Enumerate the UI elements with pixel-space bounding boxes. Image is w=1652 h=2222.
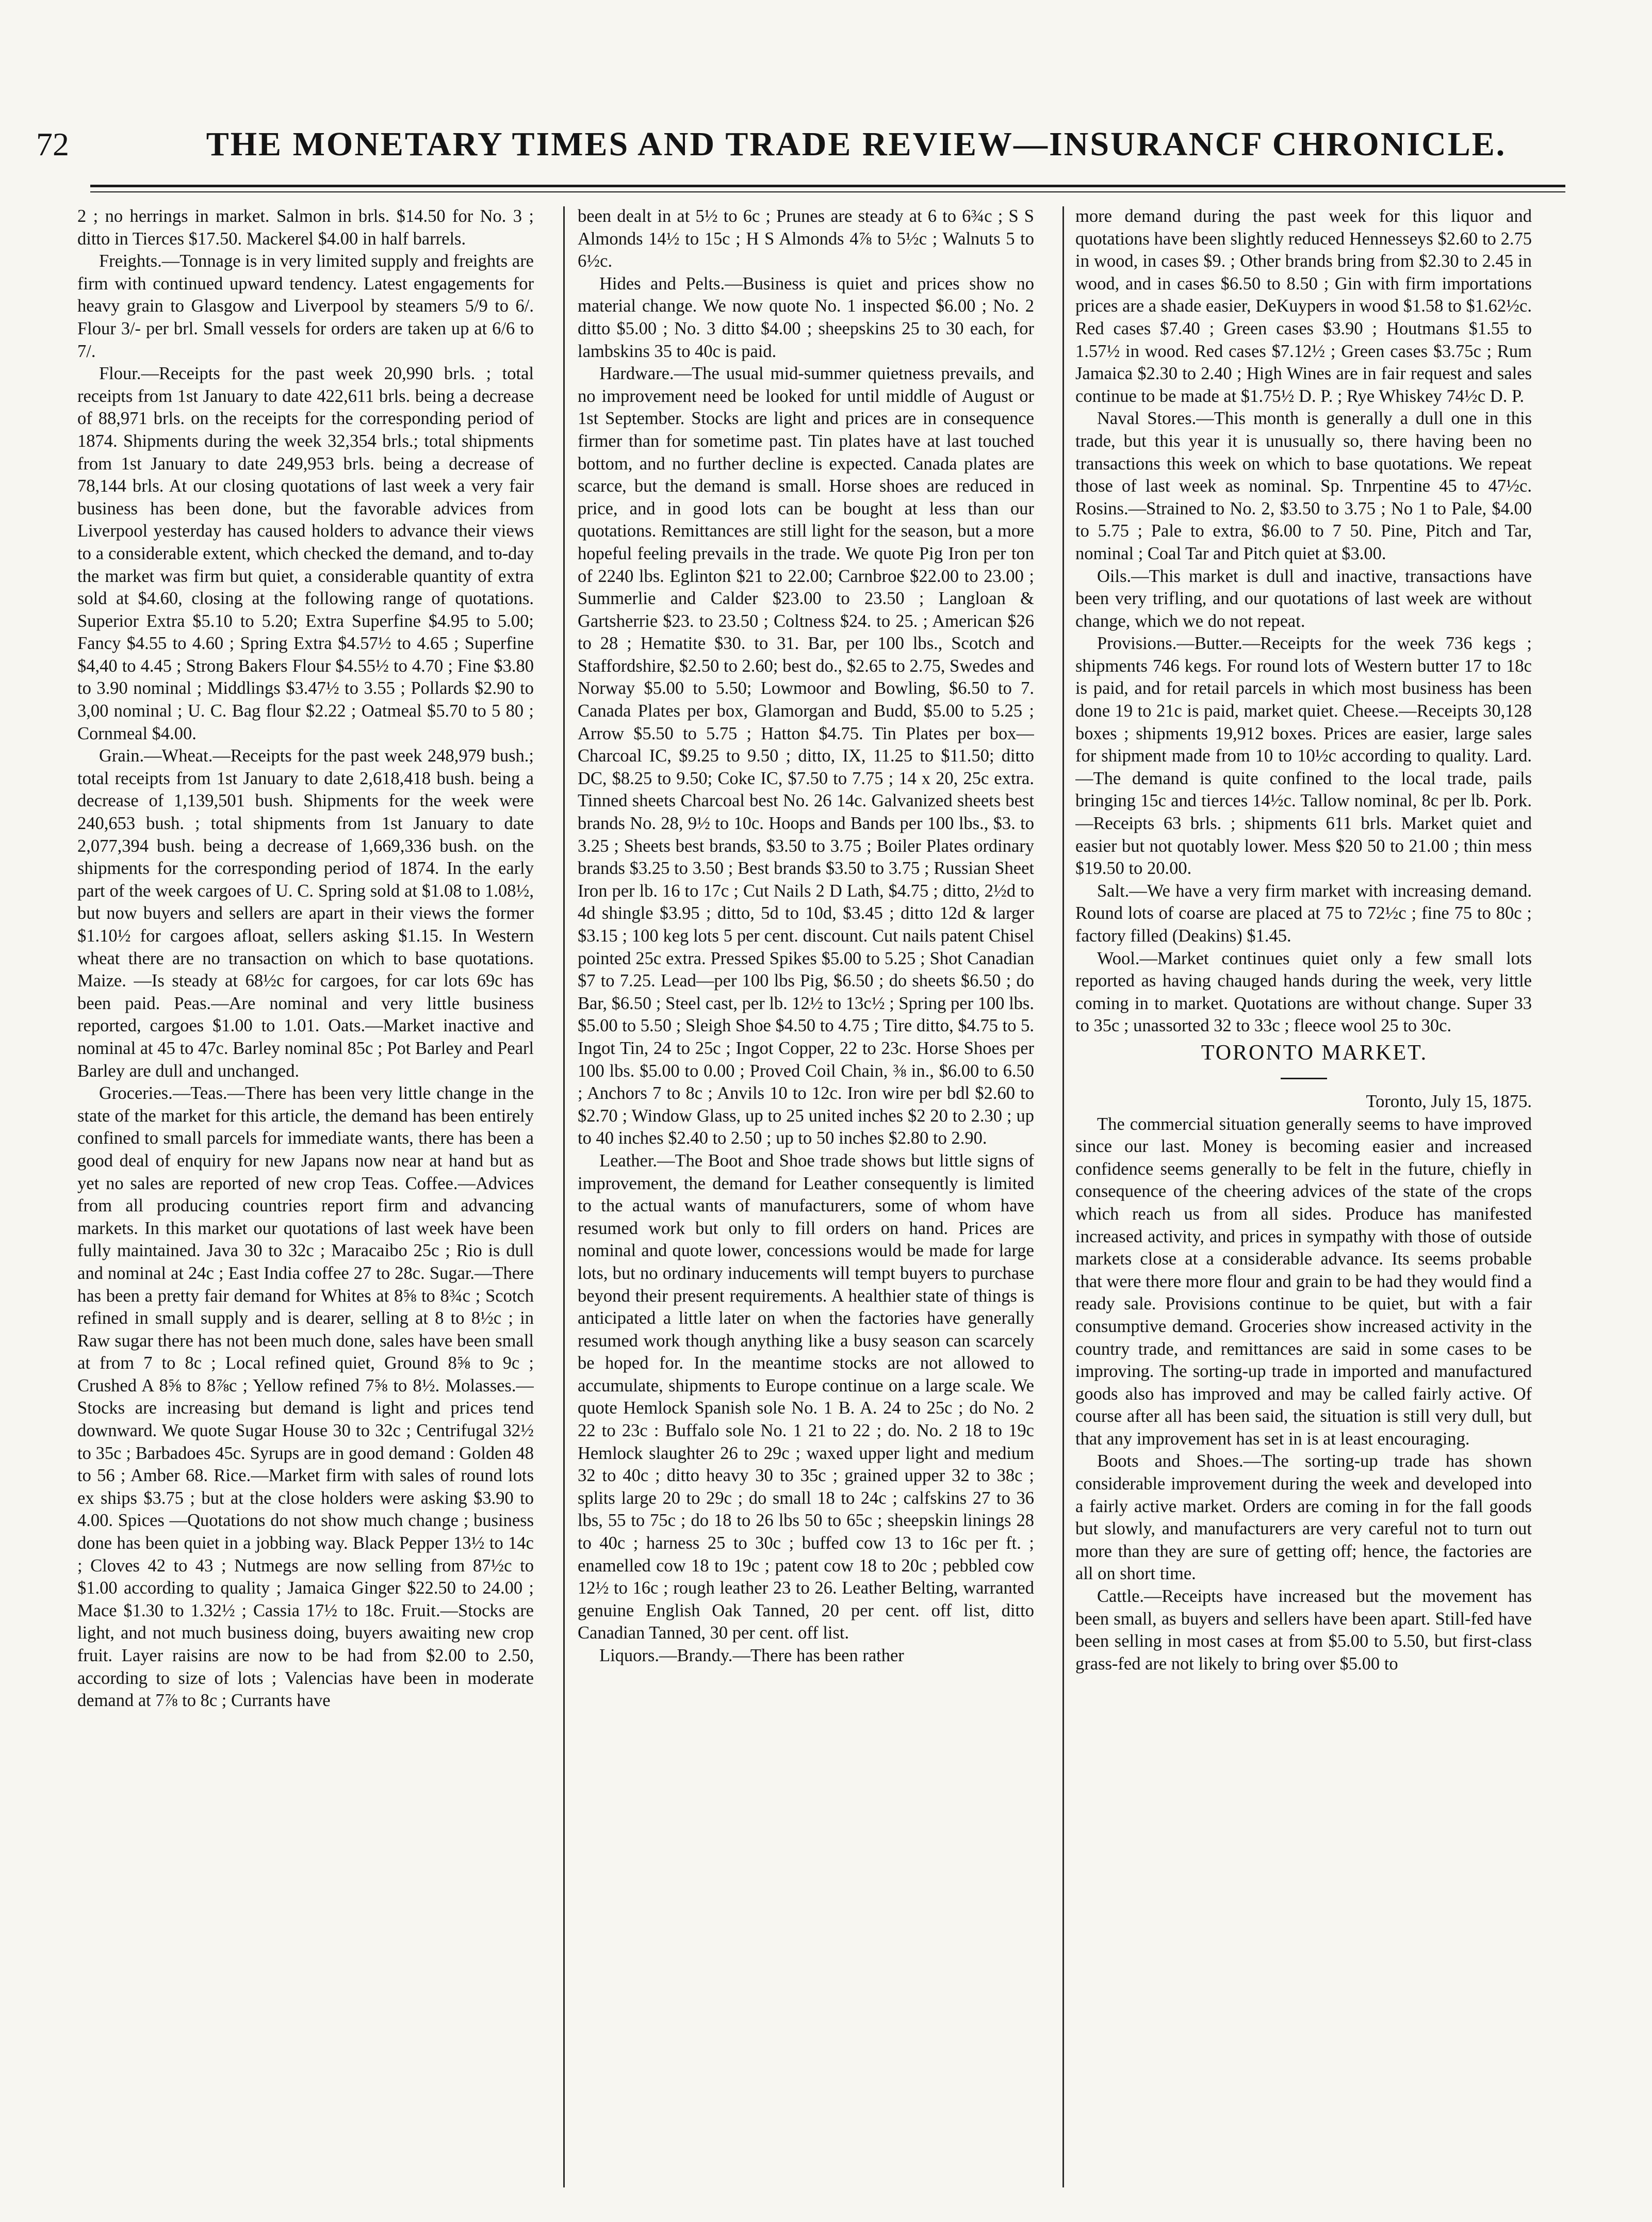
section-rule [1281,1078,1327,1079]
column-2 [578,205,1034,2186]
wool-paragraph: Wool.—Market continues quiet only a few small lots reported as having chauged hands during the week, very little coming in to market. Quotations are without change. Super 33 to 35c ; unassorted 32 to 33c ; fleece wool 25 to 30c. [1075,948,1532,1036]
groceries-paragraph: Groceries.—Teas.—There has been very little change in the state of the market for this article, the demand has been entirely confined to small parcels for immediate wants, there has been a good deal of enquiry for new Japans now near at hand but as yet no sales are reported of new crop Teas. Coffee.—Advices from all producing countries report firm and advancing markets. In this market our quotations of last week have been fully maintained. Java 30 to 32c ; Maracaibo 25c ; Rio is dull and nominal at 24c ; East India coffee 27 to 28c. Sugar.—There has been a pretty fair demand for Whites at 8⅝ to 8¾c ; Scotch refined in small supply and is dearer, selling at 8 to 8½c ; in Raw sugar there has not been much done, sales have been small at from 7 to 8c ; Local refined quiet, Ground 8⅝ to 9c ; Crushed A 8⅝ to 8⅞c ; Yellow refined 7⅝ to 8½. Molasses.—Stocks are increasing but demand is light and prices tend downward. We quote Sugar House 30 to 32c ; Centrifugal 32½ to 35c ; Barbadoes 45c. Syrups are in good demand : Golden 48 to 56 ; Amber 68. Rice.—Market firm with sales of round lots ex ships $3.75 ; but at the close holders were asking $3.90 to 4.00. Spices —Quotations do not show much change ; business done has been quiet in a jobbing way. Black Pepper 13½ to 14c ; Cloves 42 to 43 ; Nutmegs are now selling from 87½c to $1.00 according to quality ; Jamaica Ginger $22.50 to 24.00 ; Mace $1.30 to 1.32½ ; Cassia 17½ to 18c. Fruit.—Stocks are light, and not much business doing, buyers awaiting new crop fruit. Layer raisins are now to be had from $2.00 to 2.50, according to size of lots ; Valencias have been in moderate demand at 7⅞ to 8c ; Currants have [77,1083,534,1711]
hides-paragraph: Hides and Pelts.—Business is quiet and prices show no material change. We now quote No. 1 inspected $6.00 ; No. 2 ditto $5.00 ; No. 3 ditto $4.00 ; sheepskins 25 to 30 each, for lambskins 35 to 40c is paid. [578,273,1034,361]
column-3 [1075,205,1532,2186]
flour-paragraph: Flour.—Receipts for the past week 20,990 brls. ; total receipts from 1st January to date 422,611 brls. being a decrease of 88,971 brls. on the receipts for the corresponding period of 1874. Shipments during the week 32,354 brls.; total shipments from 1st January to date 249,953 brls. being a decrease of 78,144 brls. At our closing quotations of last week a very fair business has been done, but the favorable advices from Liverpool yesterday has caused holders to advance their views to a considerable extent, which checked the demand, and to-day the market was firm but quiet, a considerable quantity of extra sold at $4.60, closing at the following range of quotations. Superior Extra $5.10 to 5.20; Extra Superfine $4.95 to 5.00; Fancy $4.55 to 4.60 ; Spring Extra $4.57½ to 4.65 ; Superfine $4,40 to 4.45 ; Strong Bakers Flour $4.55½ to 4.70 ; Fine $3.80 to 3.90 nominal ; Middlings $3.47½ to 3.55 ; Pollards $2.90 to 3,00 nominal ; U. C. Bag flour $2.22 ; Oatmeal $5.70 to 5 80 ; Cornmeal $4.00. [77,364,534,743]
section-title: TORONTO MARKET. [1201,1041,1428,1065]
hardware-paragraph: Hardware.—The usual mid-summer quietness prevails, and no improvement need be looked for until middle of August or 1st September. Stocks are light and prices are in consequence firmer than for sometime past. Tin plates have at last touched bottom, and no further decline is expected. Canada plates are scarce, but the demand is small. Horse shoes are reduced in price, and in good lots can be bought at less than our quotations. Remittances are still light for the season, but a more hopeful feeling prevails in the trade. We quote Pig Iron per ton of 2240 lbs. Eglinton $21 to 22.00; Carnbroe $22.00 to 23.00 ; Summerlie and Calder $23.00 to 23.50 ; Langloan & Gartsherrie $23. to 23.50 ; Coltness $24. to 25. ; American $26 to 28 ; Hematite $30. to 31. Bar, per 100 lbs., Scotch and Staffordshire, $2.50 to 2.60; best do., $2.65 to 2.75, Swedes and Norway $5.00 to 5.50; Lowmoor and Bowling, $6.50 to 7. Canada Plates per box, Glamorgan and Budd, $5.00 to 5.25 ; Arrow $5.50 to 5.75 ; Hatton $4.75. Tin Plates per box—Charcoal IC, $9.25 to 9.50 ; ditto, IX, 11.25 to $11.50; ditto DC, $8.25 to 9.50; Coke IC, $7.50 to 7.75 ; 14 x 20, 25c extra. Tinned sheets Charcoal best No. 26 14c. Galvanized sheets best brands No. 28, 9½ to 10c. Hoops and Bands per 100 lbs., $3. to 3.25 ; Sheets best brands, $3.50 to 3.75 ; Boiler Plates ordinary brands $3.25 to 3.50 ; Best brands $3.50 to 3.75 ; Russian Sheet Iron per lb. 16 to 17c ; Cut Nails 2 D Lath, $4.75 ; ditto, 2½d to 4d shingle $3.95 ; ditto, 5d to 10d, $3.45 ; ditto 12d & larger $3.15 ; 100 keg lots 5 per cent. discount. Cut nails patent Chisel pointed 25c extra. Pressed Spikes $5.00 to 5.25 ; Shot Canadian $7 to 7.25. Lead—per 100 lbs Pig, $6.50 ; do sheets $6.50 ; do Bar, $6.50 ; Steel cast, per lb. 12½ to 13c½ ; Spring per 100 lbs. $5.00 to 5.50 ; Sleigh Shoe $4.50 to 4.75 ; Tire ditto, $4.75 to 5. Ingot Tin, 24 to 25c ; Ingot Copper, 22 to 23c. Horse Shoes per 100 lbs. $5.00 to 0.00 ; Proved Coil Chain, ⅜ in., $6.00 to 6.50 ; Anchors 7 to 8c ; Anvils 10 to 12c. Iron wire per bdl $2.60 to $2.70 ; Window Glass, up to 25 united inches $2 20 to 2.30 ; up to 40 inches $2.40 to 2.50 ; up to 50 inches $2.80 to 2.90. [578,364,1034,1148]
fruit-continued-paragraph: been dealt in at 5½ to 6c ; Prunes are steady at 6 to 6¾c ; S S Almonds 14½ to 15c ; H S Almonds 4⅞ to 5½c ; Walnuts 5 to 6½c. [578,206,1034,271]
column-divider [1062,206,1064,2187]
boots-shoes-paragraph: Boots and Shoes.—The sorting-up trade has shown considerable improvement during the week and developed into a fairly active market. Orders are coming in for the fall goods but slowly, and manufacturers are very careful not to turn out more than they are sure of getting off; hence, the factories are all on short time. [1075,1451,1532,1584]
oils-paragraph: Oils.—This market is dull and inactive, transactions have been very trifling, and our quotations of last week are without change, which we do not repeat. [1075,566,1532,631]
provisions-paragraph: Provisions.—Butter.—Receipts for the week 736 kegs ; shipments 746 kegs. For round lots of Western butter 17 to 18c is paid, and for retail parcels in which most business has been done 19 to 21c is paid, market quiet. Cheese.—Receipts 30,128 boxes ; shipments 19,912 boxes. Prices are easier, large sales for shipment made from 10 to 10½c according to quality. Lard.—The demand is quite confined to the local trade, pails bringing 15c and tierces 14½c. Tallow nominal, 8c per lb. Pork.—Receipts 63 brls. ; shipments 611 brls. Market quiet and easier but not quotably lower. Mess $20 50 to 21.00 ; thin mess $19.50 to 20.00. [1075,634,1532,879]
header-rule [90,185,1565,187]
salt-paragraph: Salt.—We have a very firm market with increasing demand. Round lots of coarse are placed at 75 to 72½c ; fine 75 to 80c ; factory filled (Deakins) $1.45. [1075,881,1532,946]
grain-paragraph: Grain.—Wheat.—Receipts for the past week 248,979 bush.; total receipts from 1st January to date 2,618,418 bush. being a decrease of 1,139,501 bush. Shipments for the week were 240,653 bush. ; total shipments from 1st January to date 2,077,394 bush. being a decrease of 1,669,336 bush. on the shipments for the corresponding period of 1874. In the early part of the week cargoes of U. C. Spring sold at $1.08 to 1.08½, but now buyers and sellers are apart in their views the former $1.10½ for cargoes afloat, sellers asking $1.15. In Western wheat there are no transaction on which to base quotations. Maize. —Is steady at 68½c for cargoes, for car lots 69c has been paid. Peas.—Are nominal and very little business reported, cargoes $1.00 to 1.01. Oats.—Market inactive and nominal at 45 to 47c. Barley nominal 85c ; Pot Barley and Pearl Barley are dull and unchanged. [77,746,534,1081]
column-1 [77,205,534,2186]
freights-paragraph: Freights.—Tonnage is in very limited supply and freights are firm with continued upward tendency. Latest engagements for heavy grain to Glasgow and Liverpool by steamers 5/9 to 6/. Flour 3/- per brl. Small vessels for orders are taken up at 6/6 to 7/. [77,251,534,361]
liquors-continued-paragraph: more demand during the past week for this liquor and quotations have been slightly reduced Hennesseys $2.60 to 2.75 in wood, in cases $9. ; Other brands bring from $2.30 to 2.45 in wood, and in cases $6.50 to 8.50 ; Gin with firm importations prices are a shade easier, DeKuypers in wood $1.58 to $1.62½c. Red cases $7.40 ; Green cases $3.90 ; Houtmans $1.55 to 1.57½ in wood. Red cases $7.12½ ; Green cases $3.75c ; Rum Jamaica $2.30 to 2.40 ; High Wines are in fair request and sales continue to be made at $1.75½ D. P. ; Rye Whiskey 74½c D. P. [1075,206,1532,406]
page-number: 72 [36,126,69,163]
naval-stores-paragraph: Naval Stores.—This month is generally a dull one in this trade, but this year it is unusually so, there having been no transactions this week on which to base quotations. We repeat those of last week as nominal. Sp. Tnrpentine 45 to 47½c. Rosins.—Strained to No. 2, $3.50 to 3.75 ; No 1 to Pale, $4.00 to 5.75 ; Pale to extra, $6.00 to 7 50. Pine, Pitch and Tar, nominal ; Coal Tar and Pitch quiet at $3.00. [1075,409,1532,563]
commercial-paragraph: The commercial situation generally seems to have improved since our last. Money is becoming easier and increased confidence seems generally to be felt in the future, chiefly in consequence of the cheering advices of the state of the crops which reach us from all sides. Produce has manifested increased activity, and prices in sympathy with those of outside markets close at a considerable advance. Its seems probable that were there more flour and grain to be had they would find a ready sale. Provisions continue to be quiet, but with a fair consumptive demand. Groceries show increased activity in the country trade, and remittances are said in some cases to be improving. The sorting-up trade in imported and manufactured goods also has improved and may be called fairly active. Of course after all has been said, the situation is still very dull, but that any improvement has set in is at least encouraging. [1075,1114,1532,1449]
liquors-paragraph: Liquors.—Brandy.—There has been rather [599,1646,904,1665]
leather-paragraph: Leather.—The Boot and Shoe trade shows but little signs of improvement, the demand for Leather consequently is limited to the actual wants of manufacturers, some of whom have resumed work but only to fill orders on hand. Prices are nominal and quote lower, concessions would be made for large lots, but no ordinary inducements will tempt buyers to purchase beyond their present requirements. A healthier state of things is anticipated a little later on when the factories have generally resumed work though anything like a busy season can scarcely be hoped for. In the meantime stocks are not allowed to accumulate, shipments to Europe continue on a large scale. We quote Hemlock Spanish sole No. 1 B. A. 24 to 25c ; do No. 2 22 to 23c : Buffalo sole No. 1 21 to 22 ; do. No. 2 18 to 19c Hemlock slaughter 26 to 29c ; waxed upper light and medium 32 to 40c ; ditto heavy 30 to 35c ; grained upper 32 to 38c ; splits large 20 to 29c ; do small 18 to 24c ; calfskins 27 to 36 lbs, 55 to 75c ; do 18 to 26 lbs 50 to 65c ; sheepskin linings 28 to 40c ; harness 25 to 30c ; buffed cow 13 to 16c per ft. ; enamelled cow 18 to 19c ; patent cow 18 to 20c ; pebbled cow 12½ to 16c ; rough leather 23 to 26. Leather Belting, warranted genuine English Oak Tanned, 20 per cent. off list, ditto Canadian Tanned, 30 per cent. off list. [578,1150,1034,1643]
header-rule-thin [90,191,1565,192]
fish-paragraph: 2 ; no herrings in market. Salmon in brls. $14.50 for No. 3 ; ditto in Tierces $17.50. Mackerel $4.00 in half barrels. [77,206,534,249]
column-divider [563,206,565,2187]
dateline: Toronto, July 15, 1875. [1366,1091,1532,1111]
cattle-paragraph: Cattle.—Receipts have increased but the movement has been small, as buyers and sellers have been apart. Still-fed have been selling in most cases at from $5.00 to 5.50, but first-class grass-fed are not likely to bring over $5.00 to [1075,1586,1532,1674]
masthead-title: THE MONETARY TIMES AND TRADE REVIEW—INSURANCF CHRONICLE. [206,125,1507,163]
page-header [36,119,1563,181]
